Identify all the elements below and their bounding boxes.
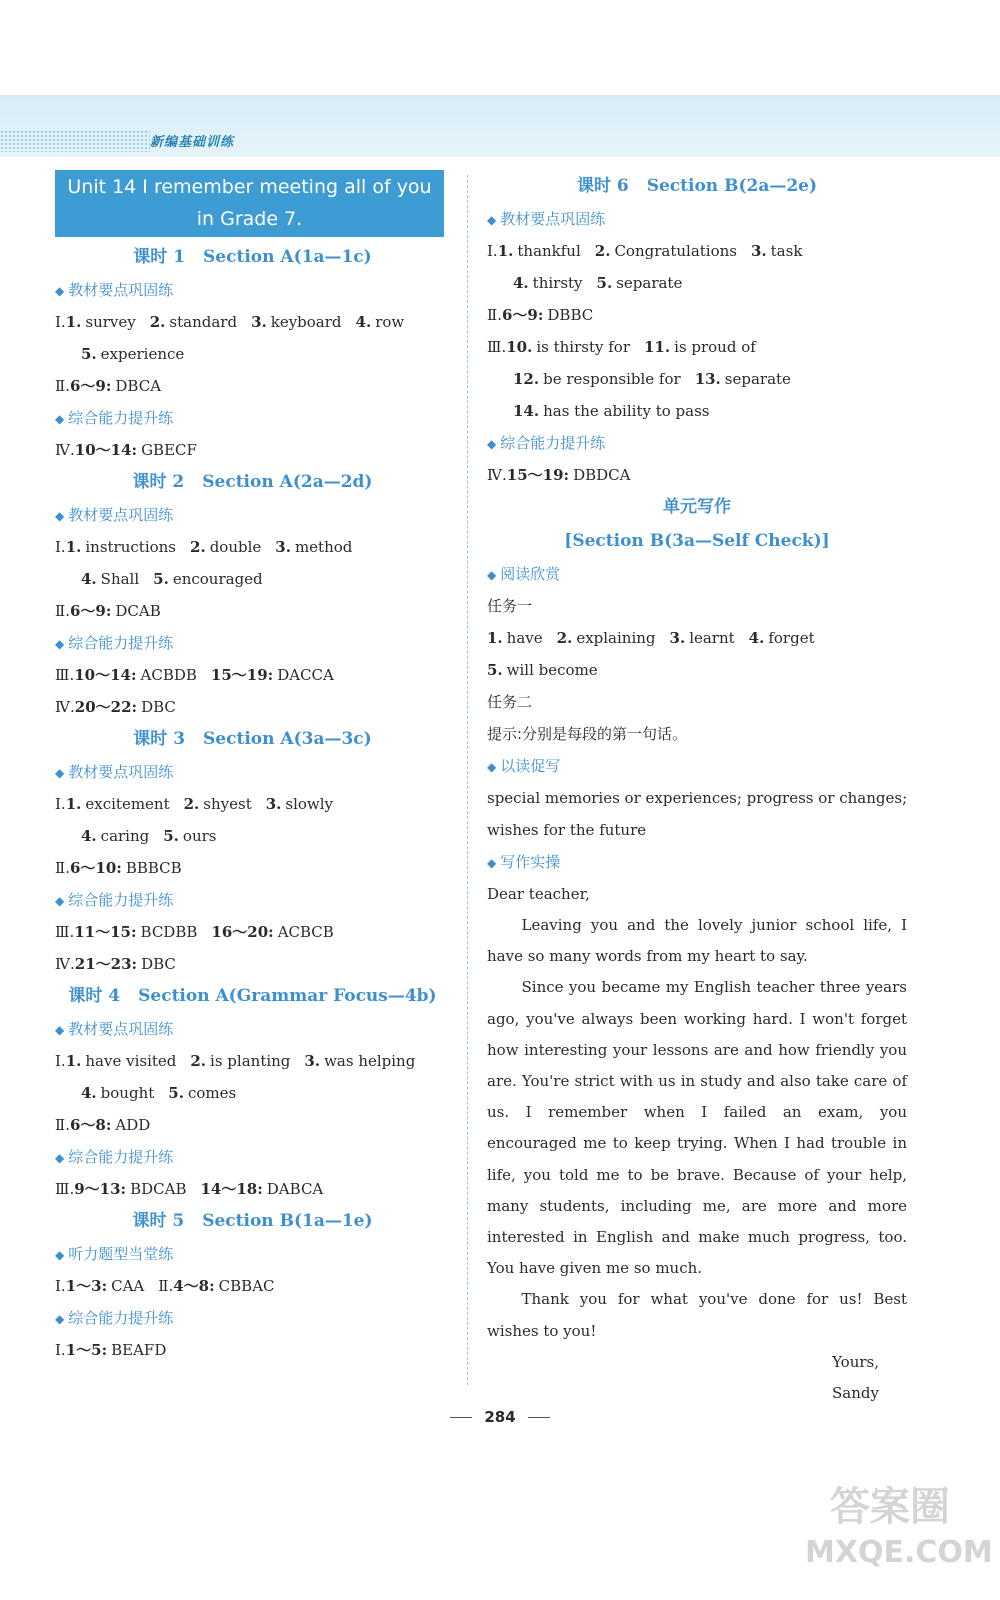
section-consolidate: ◆ 教材要点巩固练 bbox=[55, 281, 174, 299]
diamond-icon: ◆ bbox=[55, 766, 65, 780]
diamond-icon: ◆ bbox=[55, 1312, 65, 1326]
unit-title: Unit 14 I remember meeting all of you in Grade 7. bbox=[55, 170, 444, 237]
section-improve: ◆ 综合能力提升练 bbox=[55, 409, 174, 427]
section-improve: ◆ 综合能力提升练 bbox=[55, 1148, 174, 1166]
answer-line: Ⅳ.10～14: GBECF bbox=[55, 441, 197, 459]
task-1-label: 任务一 bbox=[487, 597, 533, 615]
answer-line: 5. experience bbox=[81, 345, 185, 363]
section-writing: ◆ 写作实操 bbox=[487, 853, 561, 871]
answer-line: 5. will become bbox=[487, 661, 598, 679]
answer-line: Ⅱ.6～9: DBCA bbox=[55, 377, 162, 395]
diamond-icon: ◆ bbox=[487, 213, 497, 227]
answer-line: Ⅲ.9～13: BDCAB 14～18: DABCA bbox=[55, 1180, 324, 1198]
answer-line: Ⅰ.1～3: CAA Ⅱ.4～8: CBBAC bbox=[55, 1277, 275, 1295]
right-column bbox=[487, 170, 907, 1409]
lesson-2-heading: 课时 2 Section A(2a—2d) bbox=[132, 472, 373, 492]
diamond-icon: ◆ bbox=[55, 1023, 65, 1037]
letter-closing: Yours, bbox=[832, 1352, 879, 1371]
letter-paragraph: Leaving you and the lovely junior school life, I have so many words from my heart to say. bbox=[487, 916, 907, 966]
answer-line: Ⅰ.1～5: BEAFD bbox=[55, 1341, 167, 1359]
series-title: 新编基础训练 bbox=[150, 135, 235, 150]
answer-line: 1. have 2. explaining 3. learnt 4. forget bbox=[487, 629, 815, 647]
answer-line: 14. has the ability to pass bbox=[513, 402, 710, 420]
answer-line: Ⅱ.6～10: BBBCB bbox=[55, 859, 182, 877]
section-consolidate: ◆ 教材要点巩固练 bbox=[487, 210, 606, 228]
diamond-icon: ◆ bbox=[55, 509, 65, 523]
unit-writing-heading: 单元写作 bbox=[663, 497, 731, 517]
answer-line: Ⅳ.15～19: DBDCA bbox=[487, 466, 631, 484]
section-reading: ◆ 阅读欣赏 bbox=[487, 565, 561, 583]
letter-body bbox=[487, 910, 907, 1347]
answer-line: special memories or experiences; progress or changes; bbox=[487, 789, 908, 807]
diamond-icon: ◆ bbox=[487, 760, 497, 774]
diamond-icon: ◆ bbox=[55, 412, 65, 426]
letter-signature: Sandy bbox=[832, 1384, 879, 1403]
section-improve: ◆ 综合能力提升练 bbox=[487, 434, 606, 452]
writing-section-heading: [Section B(3a—Self Check)] bbox=[564, 531, 830, 551]
section-improve: ◆ 综合能力提升练 bbox=[55, 891, 174, 909]
answer-line: Ⅲ.10. is thirsty for 11. is proud of bbox=[487, 338, 756, 356]
diamond-icon: ◆ bbox=[487, 856, 497, 870]
answer-line: Ⅳ.20～22: DBC bbox=[55, 698, 176, 716]
diamond-icon: ◆ bbox=[55, 1248, 65, 1262]
answer-line: wishes for the future bbox=[487, 821, 647, 839]
diamond-icon: ◆ bbox=[55, 637, 65, 651]
lesson-6-heading: 课时 6 Section B(2a—2e) bbox=[576, 176, 818, 196]
section-improve: ◆ 综合能力提升练 bbox=[55, 634, 174, 652]
diamond-icon: ◆ bbox=[487, 437, 497, 451]
diamond-icon: ◆ bbox=[55, 894, 65, 908]
letter-paragraph: Thank you for what you've done for us! Best wishes to you! bbox=[487, 1290, 907, 1340]
lesson-3-heading: 课时 3 Section A(3a—3c) bbox=[133, 729, 372, 749]
hint-text: 提示:分别是每段的第一句话。 bbox=[487, 725, 688, 743]
section-listening: ◆ 听力题型当堂练 bbox=[55, 1245, 174, 1263]
task-2-label: 任务二 bbox=[487, 693, 533, 711]
lesson-4-heading: 课时 4 Section A(Grammar Focus—4b) bbox=[68, 986, 437, 1006]
answer-line: 4. thirsty 5. separate bbox=[513, 274, 683, 292]
header-dot-pattern bbox=[0, 130, 150, 152]
section-read-to-write: ◆ 以读促写 bbox=[487, 757, 561, 775]
section-consolidate: ◆ 教材要点巩固练 bbox=[55, 1020, 174, 1038]
left-column bbox=[55, 170, 450, 1366]
answer-line: Ⅰ.1. instructions 2. double 3. method bbox=[55, 538, 353, 556]
answer-line: 4. bought 5. comes bbox=[81, 1084, 237, 1102]
answer-line: 4. caring 5. ours bbox=[81, 827, 217, 845]
letter-paragraph: Since you became my English teacher three years ago, you've always been working hard. I won't forget how interesting your lessons are and how friendly you are. You're strict with us in study and also take care of us. I remember when I failed an exam, you encouraged me to keep trying. When I had trouble in life, you told me to be brave. Because of your help, many students, including me, are more and more interested in English and make much progress, too. You have given me so much. bbox=[487, 978, 907, 1278]
answer-line: Ⅰ.1. excitement 2. shyest 3. slowly bbox=[55, 795, 334, 813]
answer-line: Ⅱ.6～9: DCAB bbox=[55, 602, 161, 620]
answer-line: Ⅳ.21～23: DBC bbox=[55, 955, 176, 973]
page-number: 284 bbox=[0, 1408, 1000, 1426]
lesson-1-heading: 课时 1 Section A(1a—1c) bbox=[133, 247, 372, 267]
letter-greeting: Dear teacher, bbox=[487, 885, 590, 903]
section-consolidate: ◆ 教材要点巩固练 bbox=[55, 763, 174, 781]
column-divider bbox=[467, 175, 468, 1385]
answer-line: Ⅰ.1. thankful 2. Congratulations 3. task bbox=[487, 242, 803, 260]
section-improve: ◆ 综合能力提升练 bbox=[55, 1309, 174, 1327]
diamond-icon: ◆ bbox=[55, 284, 65, 298]
answer-line: Ⅱ.6～8: ADD bbox=[55, 1116, 151, 1134]
section-consolidate: ◆ 教材要点巩固练 bbox=[55, 506, 174, 524]
lesson-5-heading: 课时 5 Section B(1a—1e) bbox=[132, 1211, 373, 1231]
watermark-logo: 答案圈 MXQE.COM bbox=[805, 1484, 993, 1570]
answer-line: Ⅲ.11～15: BCDBB 16～20: ACBCB bbox=[55, 923, 334, 941]
answer-line: 12. be responsible for 13. separate bbox=[513, 370, 791, 388]
answer-line: Ⅰ.1. survey 2. standard 3. keyboard 4. row bbox=[55, 313, 405, 331]
answer-line: 4. Shall 5. encouraged bbox=[81, 570, 263, 588]
diamond-icon: ◆ bbox=[55, 1151, 65, 1165]
answer-line: Ⅰ.1. have visited 2. is planting 3. was helping bbox=[55, 1052, 416, 1070]
diamond-icon: ◆ bbox=[487, 568, 497, 582]
answer-line: Ⅲ.10～14: ACBDB 15～19: DACCA bbox=[55, 666, 334, 684]
answer-line: Ⅱ.6～9: DBBC bbox=[487, 306, 594, 324]
